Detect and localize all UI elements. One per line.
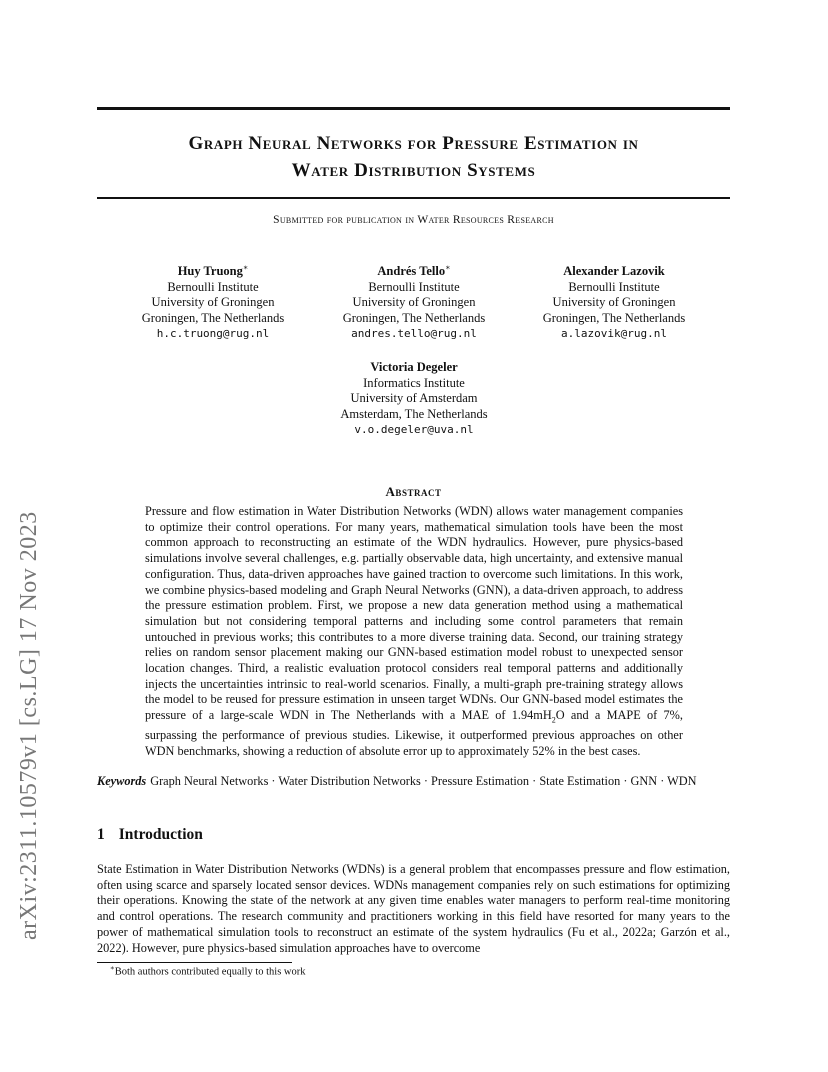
section-heading <box>97 826 203 844</box>
author-university: University of Groningen <box>151 295 275 310</box>
author-block <box>514 260 714 342</box>
author-location: Groningen, The Netherlands <box>141 310 285 325</box>
keywords-label: Keywords <box>97 774 147 788</box>
section-title: Introduction <box>118 826 203 843</box>
abstract-heading: Abstract <box>385 484 442 499</box>
title-top-rule <box>97 107 730 110</box>
author-email: v.o.degeler@uva.nl <box>354 423 474 437</box>
author-email: andres.tello@rug.nl <box>351 327 477 341</box>
footnote-mark: ∗ <box>110 964 115 972</box>
author-location: Groningen, The Netherlands <box>542 310 686 325</box>
author-name: Huy Truong∗ <box>177 263 249 279</box>
abstract-text: Pressure and flow estimation in Water Distribution Networks (WDN) allows water management companies to optimize their control operations. For many years, mathematical simulation tools have been the most common approach to reconstructing an estimate of the WDN hydraulics. However, pure physics-based simulations involve several challenges, e.g. partially observable data, high uncertainty, and extensive manual configuration. Thus, data-driven approaches have gained traction to overcome such limitations. In this work, we combine physics-based modeling and Graph Neural Networks (GNN), a data-driven approach, to address the pressure estimation problem. First, we propose a new data generation method using a mathematical simulation but not considering temporal patterns and including some control parameters that remain untouched in previous works; this contributes to a more diverse training data. Second, our training strategy relies on random sensor placement making our GNN-based estimation model robust to unexpected sensor location changes. Third, a realistic evaluation protocol considers real temporal patterns and additionally injects the uncertainties intrinsic to real-world scenarios. Finally, a multi-graph pre-training strategy allows the model to be reused for pressure estimation in unseen target WDNs. Our GNN-based model estimates the pressure of a large-scale WDN in The Netherlands with a MAE of $1.94mH_2O$ and a MAPE of 7%, surpassing the performance of previous studies. Likewise, it outperformed previous approaches on other WDN benchmarks, showing a reduction of absolute error up to approximately 52% in the best cases. <box>145 504 683 758</box>
footnote-rule <box>97 962 292 963</box>
section-number: 1 <box>97 826 105 843</box>
author-affiliation: Bernoulli Institute <box>167 279 259 294</box>
footnote <box>110 964 306 978</box>
author-email: h.c.truong@rug.nl <box>156 327 270 341</box>
author-university: University of Amsterdam <box>350 391 478 406</box>
title-bottom-rule <box>97 197 730 199</box>
author-block <box>314 260 514 342</box>
author-block <box>113 260 313 342</box>
arxiv-identifier: arXiv:2311.10579v1 [cs.LG] 17 Nov 2023 <box>16 511 42 940</box>
author-name: Victoria Degeler <box>370 360 458 375</box>
title-line-1: Graph Neural Networks for Pressure Estimation in <box>188 133 639 154</box>
footnote-text: Both authors contributed equally to this work <box>114 966 306 978</box>
author-name: Alexander Lazovik <box>563 264 665 279</box>
author-location: Groningen, The Netherlands <box>342 310 486 325</box>
submission-note: Submitted for publication in Water Resources Research <box>273 214 554 226</box>
author-location: Amsterdam, The Netherlands <box>340 406 488 421</box>
author-affiliation: Bernoulli Institute <box>568 279 660 294</box>
paper-title <box>97 130 730 184</box>
author-name: Andrés Tello∗ <box>377 263 451 279</box>
author-affiliation: Bernoulli Institute <box>368 279 460 294</box>
author-university: University of Groningen <box>352 295 476 310</box>
author-affiliation: Informatics Institute <box>363 375 465 390</box>
author-university: University of Groningen <box>552 295 676 310</box>
author-email: a.lazovik@rug.nl <box>561 327 667 341</box>
title-line-2: Water Distribution Systems <box>291 160 536 181</box>
intro-paragraph: State Estimation in Water Distribution Networks (WDNs) is a general problem that encompasses pressure and flow estimation, often using scarce and sparsely located sensor devices. WDNs management companies rely on such estimations for optimizing their operations. Knowing the state of the network at any given time enables water managers to perform real-time monitoring and control operations. The research community and practitioners working in this field have resorted for many years to the power of mathematical simulation tools to reconstruct an estimate of the system hydraulics (Fu et al., 2022a; Garzón et al., 2022). However, pure physics-based simulation approaches have to overcome <box>97 862 730 955</box>
keywords-list: Graph Neural Networks · Water Distribution Networks · Pressure Estimation · State Estimation · GNN · WDN <box>150 774 697 788</box>
keywords <box>97 774 730 790</box>
author-block <box>314 356 514 438</box>
